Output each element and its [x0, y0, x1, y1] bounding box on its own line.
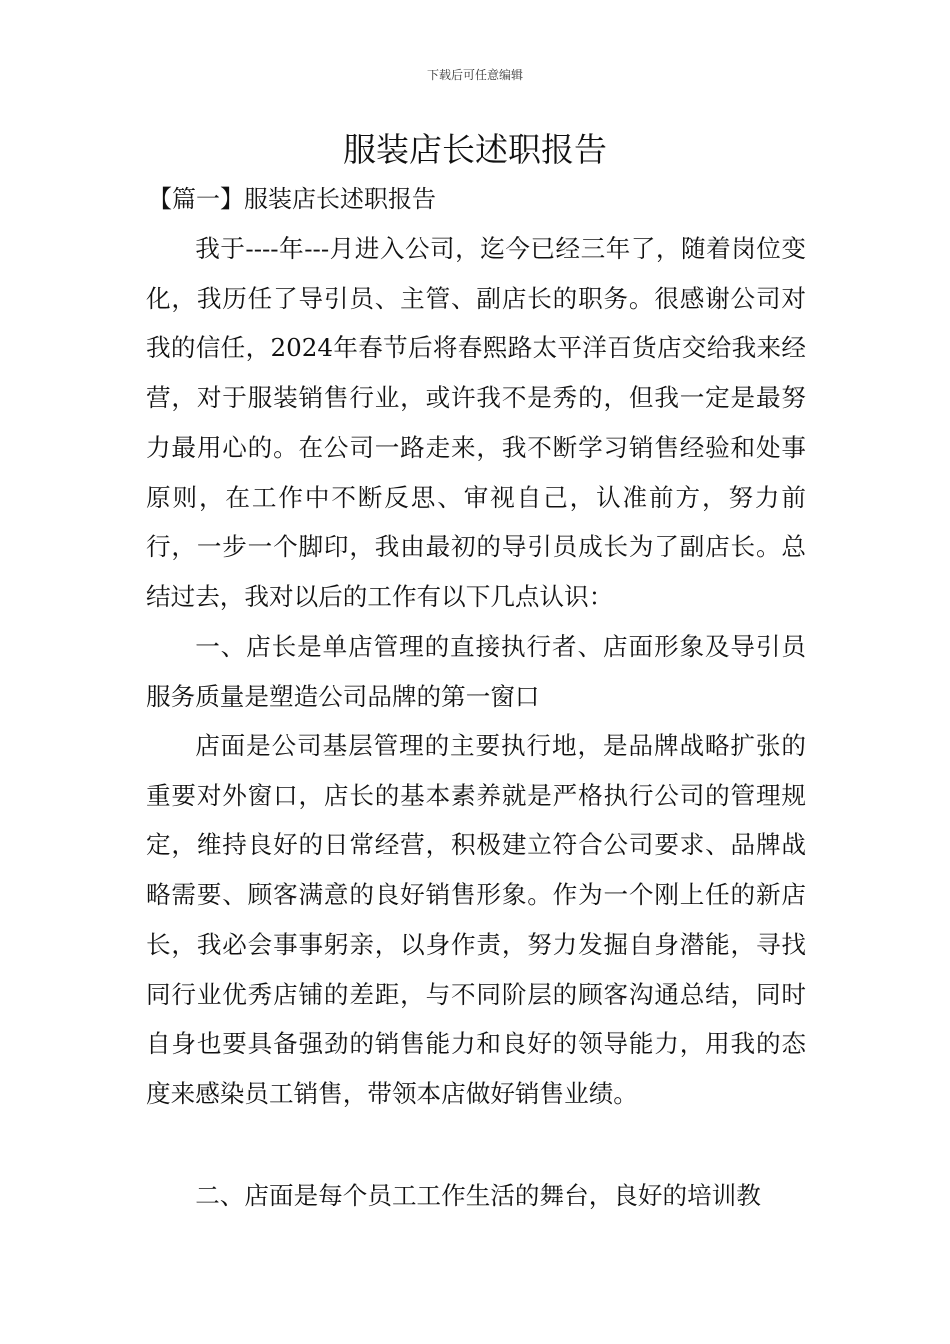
section-heading: 【篇一】服装店长述职报告 — [148, 185, 436, 213]
paragraph-point-one-heading: 一、店长是单店管理的直接执行者、店面形象及导引员服务质量是塑造公司品牌的第一窗口 — [146, 632, 806, 711]
header-note: 下载后可任意编辑 — [426, 68, 523, 82]
document-title: 服装店长述职报告 — [343, 130, 607, 169]
paragraph-intro: 我于----年---月进入公司，迄今已经三年了，随着岗位变化，我历任了导引员、主管、副店长的职务。很感谢公司对我的信任，2024年春节后将春熙路太平洋百货店交给我来经营，对于服装销售行业，或许我不是秀的，但我一定是最努力最用心的。在公司一路走来，我不断学习销售经验和处事原则，在工作中不断反思、审视自己，认准前方，努力前行，一步一个脚印，我由最初的导引员成长为了副店长。总结过去，我对以后的工作有以下几点认识： — [146, 234, 806, 611]
paragraph-point-two-heading: 二、店面是每个员工工作生活的舞台，良好的培训教 — [195, 1181, 761, 1210]
paragraph-point-one-body: 店面是公司基层管理的主要执行地，是品牌战略扩张的重要对外窗口，店长的基本素养就是严格执行公司的管理规定，维持良好的日常经营，积极建立符合公司要求、品牌战略需要、顾客满意的良好销售形象。作为一个刚上任的新店长，我必会事事躬亲，以身作责，努力发掘自身潜能，寻找同行业优秀店铺的差距，与不同阶层的顾客沟通总结，同时自身也要具备强劲的销售能力和良好的领导能力，用我的态度来感染员工销售，带领本店做好销售业绩。 — [146, 731, 806, 1108]
